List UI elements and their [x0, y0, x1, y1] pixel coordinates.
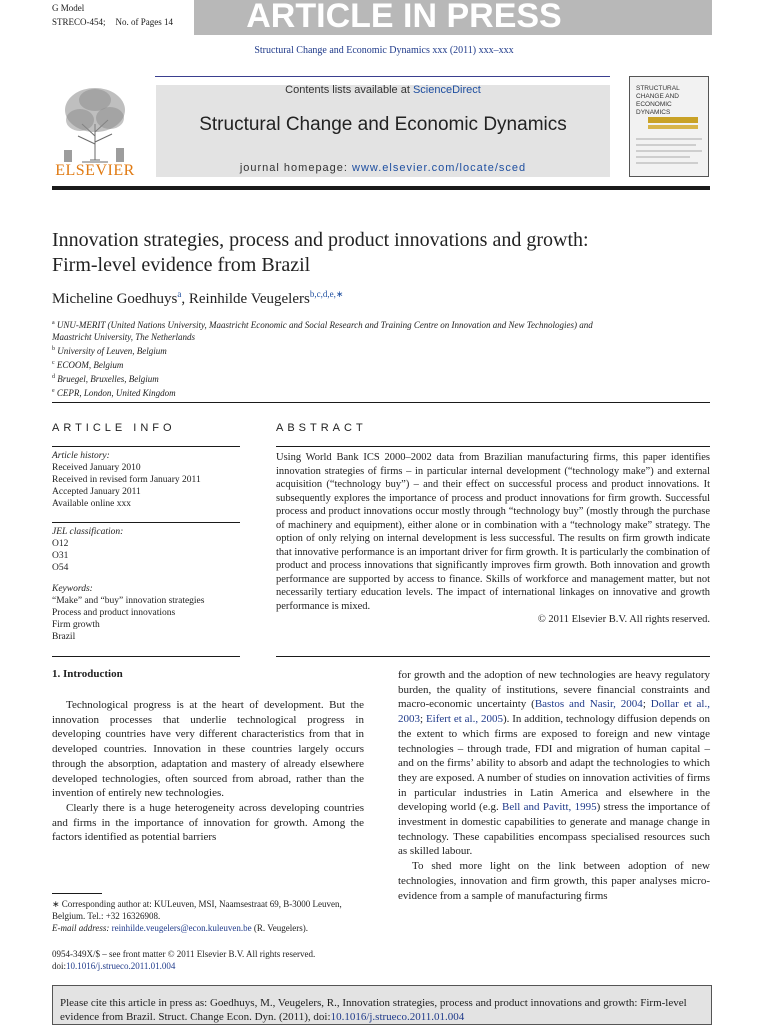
- header-thick-rule: [52, 186, 710, 190]
- gmodel-label: G Model: [52, 3, 85, 13]
- journal-reference-line: Structural Change and Economic Dynamics xxx (2011) xxx–xxx: [254, 45, 514, 56]
- intro-paragraph-4: To shed more light on the link between adoption of new technologies, innovation and firm growth, this paper analyses micro-evidence from a sample of manufacturing firms: [398, 860, 710, 902]
- article-title-line-1: Innovation strategies, process and product innovations and growth:: [52, 229, 589, 251]
- manuscript-code: STRECO-454;: [52, 17, 106, 27]
- author-goedhuys: Micheline Goedhuys: [52, 291, 178, 307]
- citation-doi-link[interactable]: 10.1016/j.strueco.2011.01.004: [330, 1011, 465, 1023]
- abstract-heading: ABSTRACT: [276, 422, 367, 434]
- history-item: Accepted January 2011: [52, 487, 141, 497]
- article-info-heading: ARTICLE INFO: [52, 422, 176, 434]
- affiliation-item: [52, 357, 712, 371]
- paragraph-text: for growth and the adoption of new technologies are heavy regulatory burden, the quality of institutions, severe financial constraints and macro-economic uncertainty (: [398, 669, 710, 711]
- abstract-text: Using World Bank ICS 2000–2002 data from Brazilian manufacturing firms, this paper identifies innovation strategies of firms – in particular internal development (“technology make”) and external acquisition (“technology buy”) – and their effect on successful process and product innovations. It subsequently explores the importance of process and product innovations for firm growth. Successful process and product innovations occur mostly through “technology buy” (mostly through the purchase of machinery and equipment), either alone or in combination with a “technology make” strategy. The option of only relying on internal development is less successful. The results on firm growth indicate that innovative performance is an important driver for firm growth. It is particularly the combination of product and process innovations that significantly improves firm growth. Both innovation and growth performance are supported by access to finance. Skills of workforce and management matter, but not necessarily tertiary education levels. The impact of international linkages on innovative and growth performance is mixed.: [276, 452, 710, 612]
- abstract-bottom-rule: [276, 656, 710, 657]
- intro-paragraph-1: Technological progress is at the heart of development. But the innovation processes that underlie technological progress in developing countries have very different characteristics from that in developed countries. Innovation in these countries largely occurs through the absorption, adaptation and mastery of already elsewhere developed technologies, often sourced from abroad, rather than the invention of entirely new technologies.: [52, 699, 364, 800]
- affiliation-item: [52, 385, 712, 399]
- citation-dollar[interactable]: Dollar et al., 2003: [398, 698, 710, 726]
- intro-paragraph-3: [398, 668, 710, 859]
- author-list: [52, 289, 343, 308]
- history-item: Received in revised form January 2011: [52, 475, 201, 485]
- paragraph-text: ) stress the importance of investment in domestic capabilities to generate and manage change in technology. These capabilities encompass specialised resources such as skilled labour.: [398, 801, 710, 858]
- author-veugelers: Reinhilde Veugelers: [188, 291, 310, 307]
- jel-label: JEL classification:: [52, 527, 124, 537]
- affiliation-list: [52, 317, 712, 399]
- article-in-press-text: ARTICLE IN PRESS: [246, 0, 562, 35]
- header-top-rule: [155, 76, 610, 77]
- history-item: Received January 2010: [52, 463, 141, 473]
- author-separator: ,: [181, 291, 189, 307]
- corresponding-author-text: ∗ Corresponding author at: KULeuven, MSI, Naamsestraat 69, B-3000 Leuven, Belgium. Tel.: +32 16326908.: [52, 899, 342, 921]
- journal-homepage-line: [156, 162, 610, 174]
- author-veugelers-affil[interactable]: b,c,d,e,∗: [309, 289, 344, 299]
- abstract-copyright: © 2011 Elsevier B.V. All rights reserved.: [537, 614, 710, 625]
- introduction-heading: 1. Introduction: [52, 668, 123, 680]
- homepage-prefix: journal homepage:: [239, 162, 353, 174]
- article-info-rule: [52, 446, 240, 447]
- page-count: No. of Pages 14: [115, 17, 174, 27]
- citation-separator: ;: [420, 713, 426, 726]
- citation-bastos-nasir[interactable]: Bastos and Nasir, 2004: [534, 698, 643, 711]
- jel-classification: [52, 526, 240, 574]
- manuscript-meta: [52, 1, 183, 29]
- abstract-rule: [276, 446, 710, 447]
- citation-separator: ;: [642, 698, 651, 711]
- email-line: [52, 922, 364, 934]
- jel-code: O54: [52, 563, 69, 573]
- doi-prefix: doi:: [52, 961, 67, 971]
- email-suffix: (R. Veugelers).: [251, 923, 308, 933]
- cover-lines-graphic: [636, 135, 702, 173]
- journal-homepage-link[interactable]: www.elsevier.com/locate/sced: [352, 162, 527, 174]
- affiliation-mark: b: [52, 346, 55, 352]
- citation-body: Please cite this article in press as: Goedhuys, M., Veugelers, R., Innovation strategies, process and product innovations and growth: Firm-level evidence from Brazil. Struct. Change Econ. Dyn. (2011), doi:: [60, 997, 687, 1023]
- cover-color-band-secondary: [648, 125, 698, 129]
- abstract-body: [276, 451, 710, 627]
- keyword-item: Firm growth: [52, 620, 100, 630]
- elsevier-wordmark: ELSEVIER: [55, 162, 135, 179]
- footnote-rule: [52, 893, 102, 894]
- article-history-label: Article history:: [52, 451, 110, 461]
- affiliation-text: Maastricht University, The Netherlands: [52, 332, 195, 342]
- affiliation-text: CEPR, London, United Kingdom: [56, 388, 176, 398]
- keyword-item: Brazil: [52, 632, 76, 642]
- article-title-line-2: Firm-level evidence from Brazil: [52, 254, 311, 276]
- doi-link[interactable]: 10.1016/j.strueco.2011.01.004: [66, 961, 176, 971]
- citation-bell-pavitt[interactable]: Bell and Pavitt, 1995: [502, 801, 597, 814]
- author-goedhuys-affil[interactable]: a: [177, 289, 182, 299]
- affiliation-mark: e: [52, 388, 55, 394]
- cover-color-band: [648, 117, 698, 123]
- email-link[interactable]: reinhilde.veugelers@econ.kuleuven.be: [111, 923, 252, 933]
- doi-line: [52, 960, 372, 972]
- issn-block: [52, 948, 372, 972]
- affiliation-item: [52, 331, 712, 343]
- corresponding-author-footnote: [52, 898, 364, 934]
- affiliation-text: UNU-MERIT (United Nations University, Maastricht Economic and Social Research and Training Centre on Innovation and New Technologies) and: [56, 320, 593, 330]
- affiliation-item: [52, 317, 712, 331]
- keywords: [52, 583, 262, 643]
- citation-text: [60, 996, 710, 1024]
- sciencedirect-link[interactable]: ScienceDirect: [412, 84, 481, 96]
- article-info-bottom-rule: [52, 656, 240, 657]
- affiliation-text: ECOOM, Belgium: [56, 360, 124, 370]
- journal-cover-thumbnail: [629, 76, 709, 177]
- contents-prefix: Contents lists available at: [285, 84, 413, 96]
- affiliation-text: Bruegel, Bruxelles, Belgium: [57, 374, 159, 384]
- affiliation-mark: a: [52, 320, 55, 326]
- cover-title-text: STRUCTURAL CHANGE AND ECONOMIC DYNAMICS: [636, 85, 680, 116]
- affiliation-text: University of Leuven, Belgium: [57, 346, 167, 356]
- email-label: E-mail address:: [52, 923, 112, 933]
- jel-code: O12: [52, 539, 69, 549]
- article-history: [52, 450, 240, 510]
- body-right-column: [398, 668, 710, 903]
- affiliation-mark: d: [52, 374, 55, 380]
- history-item: Available online xxx: [52, 499, 131, 509]
- contents-line: [156, 84, 610, 96]
- jel-code: O31: [52, 551, 69, 561]
- front-matter-line: 0954-349X/$ – see front matter © 2011 Elsevier B.V. All rights reserved.: [52, 949, 316, 959]
- section-divider: [52, 402, 710, 403]
- affiliation-item: [52, 343, 712, 357]
- citation-eifert[interactable]: Eifert et al., 2005: [425, 713, 503, 726]
- paragraph-text: ). In addition, technology diffusion depends on the extent to which firms are exposed to foreign and new vintage technologies – through trade, FDI and migration of human capital – and on the firms’ ability to absorb and adapt the technologies to which they are exposed. A number of studies on innovation activities of firms in particular industries in Latin America and elsewhere in the developing world (e.g.: [398, 713, 711, 814]
- jel-rule: [52, 522, 240, 523]
- keywords-label: Keywords:: [52, 584, 93, 594]
- keyword-item: “Make” and “buy” innovation strategies: [52, 596, 205, 606]
- body-left-column: [52, 698, 364, 845]
- keyword-item: Process and product innovations: [52, 608, 176, 618]
- intro-paragraph-2: Clearly there is a huge heterogeneity across developing countries and firms in the importance of innovation for growth. Among the factors identified as potential barriers: [52, 801, 364, 844]
- article-title: [52, 228, 712, 278]
- affiliation-item: [52, 371, 712, 385]
- journal-title: Structural Change and Economic Dynamics: [199, 114, 567, 135]
- affiliation-mark: c: [52, 360, 55, 366]
